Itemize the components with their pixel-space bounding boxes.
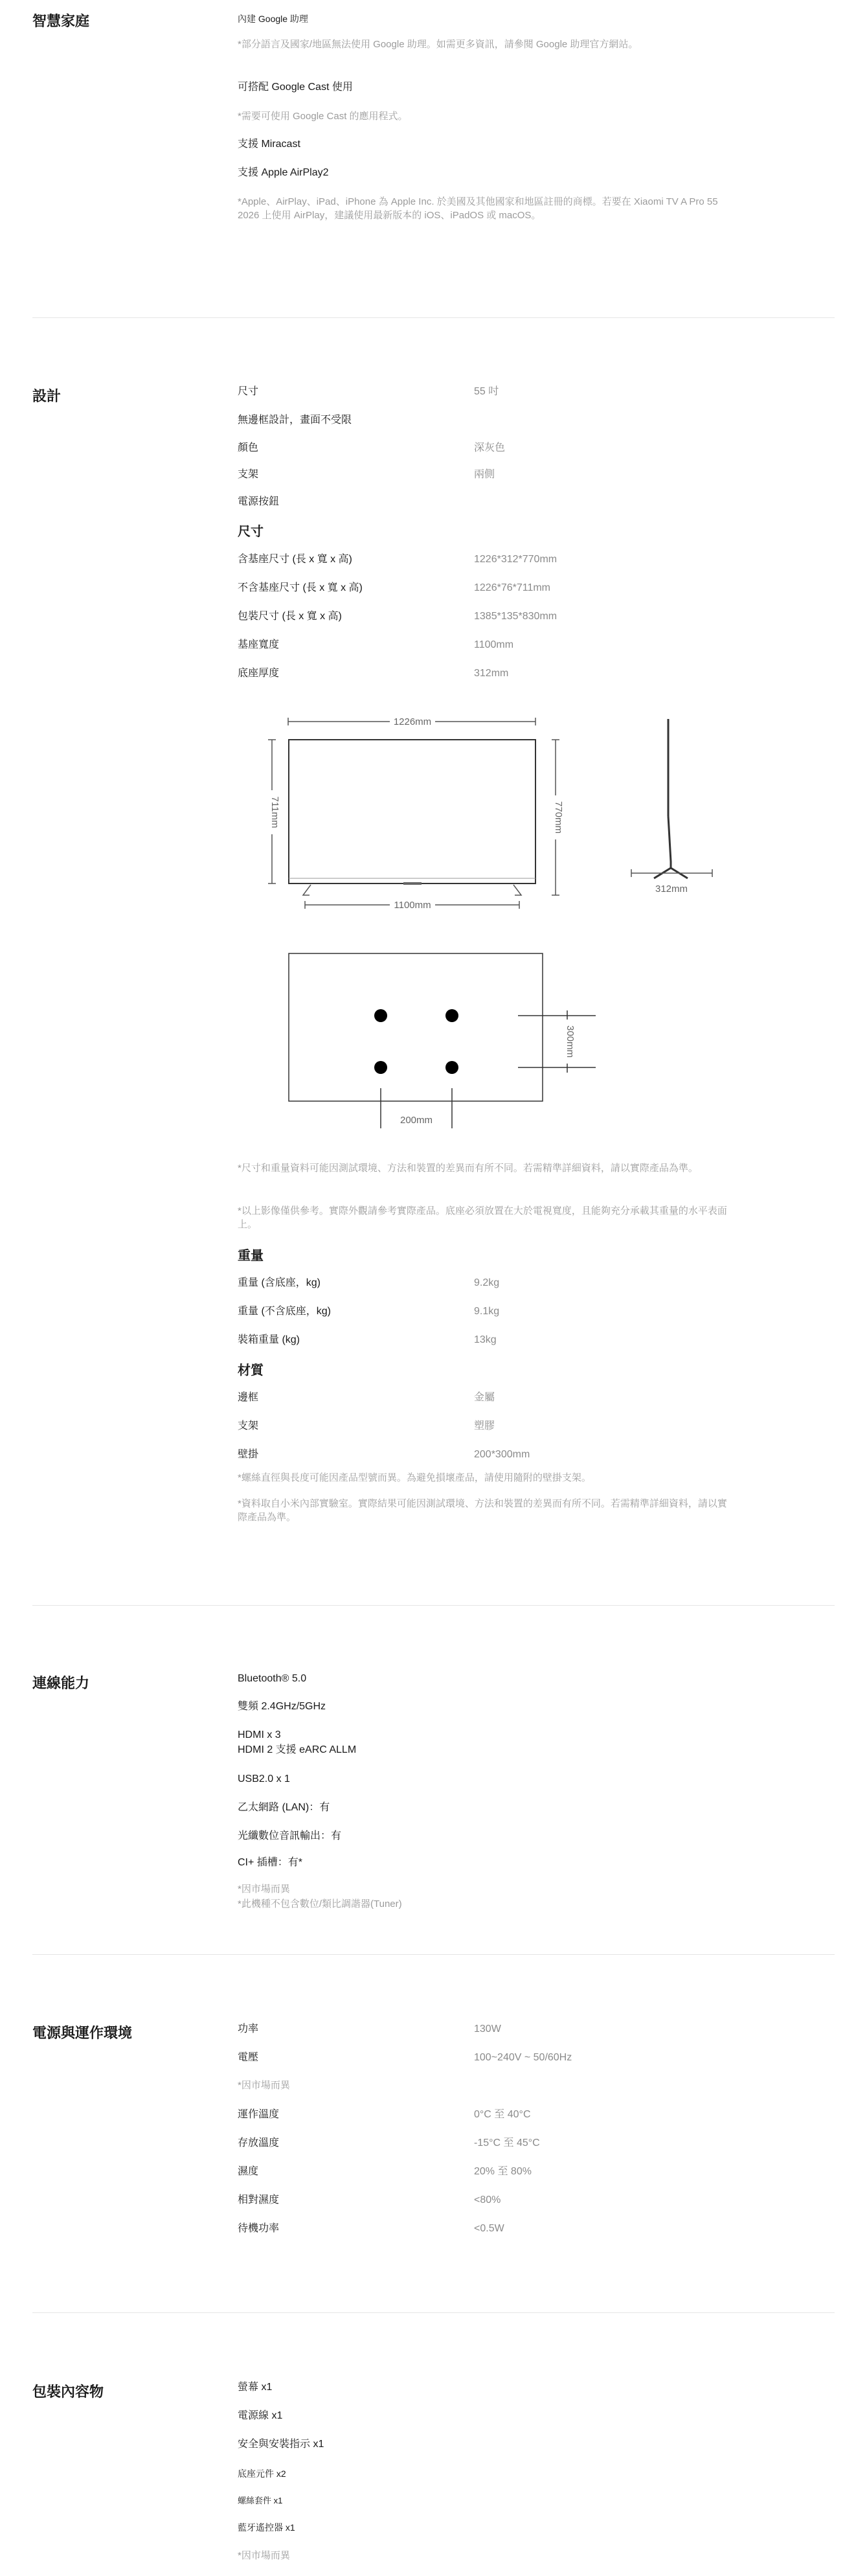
stand-width-label: 1100mm [394, 900, 431, 911]
spec-key: 相對濕度 [238, 2194, 280, 2206]
spec-key: 邊框 [238, 1392, 259, 1403]
spec-value: 130W [474, 2023, 501, 2035]
depth-label: 312mm [655, 883, 688, 895]
ci-slot-item: CI+ 插槽：有* [238, 1857, 303, 1868]
airplay-item: 支援 Apple AirPlay2 [238, 167, 329, 178]
vesa-vertical-label: 300mm [565, 1025, 576, 1058]
spec-value: 塑膠 [474, 1420, 495, 1431]
section-title-package: 包裝內容物 [32, 2384, 104, 2400]
width-label: 1226mm [393, 716, 432, 727]
hdmi-earc-item: HDMI 2 支援 eARC ALLM [238, 1744, 357, 1755]
market-note: *因市場而異 [238, 2550, 290, 2561]
wall-note: *螺絲直徑與長度可能因產品型號而異。為避免損壞產品，請使用隨附的壁掛支架。 [238, 1472, 591, 1483]
weight-heading: 重量 [238, 1249, 264, 1263]
assistant-item: 內建 Google 助理 [238, 14, 308, 24]
spec-key: 底座厚度 [238, 668, 280, 679]
spec-key: 尺寸 [238, 386, 259, 397]
spec-key: 重量 (含底座，kg) [238, 1277, 321, 1288]
size-heading: 尺寸 [238, 525, 264, 539]
spec-value: 20% 至 80% [474, 2166, 532, 2177]
spec-key: 支架 [238, 469, 259, 480]
tuner-note: *此機種不包含數位/類比調諧器(Tuner) [238, 1898, 402, 1909]
miracast-item: 支援 Miracast [238, 139, 300, 150]
height-no-stand-label: 711mm [269, 796, 280, 828]
spec-key: 運作溫度 [238, 2109, 280, 2120]
wifi-item: 雙頻 2.4GHz/5GHz [238, 1701, 326, 1712]
airplay-note: *Apple、AirPlay、iPad、iPhone 為 Apple Inc. 於美國及其他國家和地區註冊的商標。若要在 Xiaomi TV A Pro 55 2026 上使用 AirPlay，建議使用最新版本的 iOS、iPadOS 或 macOS。 [238, 196, 718, 221]
spec-value: -15°C 至 45°C [474, 2137, 540, 2149]
spec-value: 312mm [474, 668, 509, 679]
spec-value: 9.2kg [474, 1277, 500, 1288]
material-heading: 材質 [238, 1363, 264, 1378]
height-with-stand-label: 770mm [553, 801, 564, 834]
spec-key: 不含基座尺寸 (長 x 寬 x 高) [238, 582, 363, 593]
usb-item: USB2.0 x 1 [238, 1773, 290, 1784]
divider [32, 1954, 835, 1955]
image-note: *以上影像僅供參考。實際外觀請參考實際產品。底座必須放置在大於電視寬度，且能夠充分承載其重量的水平表面上。 [238, 1205, 727, 1230]
divider [32, 1605, 835, 1606]
package-item: 螺絲套件 x1 [238, 2496, 283, 2505]
tv-dimension-diagram [246, 706, 725, 920]
spec-key: 基座寬度 [238, 639, 280, 650]
package-item: 電源線 x1 [238, 2410, 283, 2421]
spec-key: 功率 [238, 2023, 259, 2035]
cast-note: *需要可使用 Google Cast 的應用程式。 [238, 111, 408, 122]
lan-item: 乙太網路 (LAN)：有 [238, 1802, 330, 1813]
cast-item: 可搭配 Google Cast 使用 [238, 82, 353, 93]
spec-value: 1226*312*770mm [474, 554, 557, 565]
optical-item: 光纖數位音訊輸出：有 [238, 1830, 342, 1841]
spec-value: 100~240V ~ 50/60Hz [474, 2052, 572, 2063]
spec-value: <0.5W [474, 2223, 504, 2234]
bluetooth-item: Bluetooth® 5.0 [238, 1673, 307, 1684]
spec-key: 含基座尺寸 (長 x 寬 x 高) [238, 554, 352, 565]
spec-key: 無邊框設計，畫面不受限 [238, 415, 352, 426]
spec-value: 1226*76*711mm [474, 582, 551, 593]
spec-key: 重量 (不含底座，kg) [238, 1306, 332, 1317]
spec-value: 55 吋 [474, 386, 499, 397]
spec-key: 包裝尺寸 (長 x 寬 x 高) [238, 611, 342, 622]
spec-key: 待機功率 [238, 2223, 280, 2234]
spec-value: 兩側 [474, 469, 495, 480]
section-title-design: 設計 [32, 388, 62, 404]
spec-key: 壁掛 [238, 1449, 259, 1460]
assistant-note: *部分語言及國家/地區無法使用 Google 助理。如需更多資訊，請參閱 Google 助理官方網站。 [238, 39, 638, 50]
size-note: *尺寸和重量資料可能因測試環境、方法和裝置的差異而有所不同。若需精準詳細資料，請以實際產品為準。 [238, 1163, 698, 1174]
spec-key: 存放溫度 [238, 2137, 280, 2149]
spec-value: 13kg [474, 1334, 497, 1345]
spec-key: 電壓 [238, 2052, 259, 2063]
package-item: 安全與安裝指示 x1 [238, 2439, 324, 2450]
spec-value: 200*300mm [474, 1449, 530, 1460]
spec-value: 9.1kg [474, 1306, 500, 1317]
package-item: 底座元件 x2 [238, 2468, 286, 2479]
spec-value: 1100mm [474, 639, 514, 650]
section-title-smart-home: 智慧家庭 [32, 13, 90, 29]
section-title-power: 電源與運作環境 [32, 2025, 133, 2041]
spec-key: 支架 [238, 1420, 259, 1431]
spec-value: 1385*135*830mm [474, 611, 557, 622]
package-item: 藍牙遙控器 x1 [238, 2522, 295, 2533]
section-title-connectivity: 連線能力 [32, 1675, 90, 1691]
spec-key: 顏色 [238, 442, 259, 453]
spec-value: <80% [474, 2194, 501, 2206]
spec-key: 裝箱重量 (kg) [238, 1334, 300, 1345]
vesa-horizontal-label: 200mm [400, 1115, 433, 1126]
spec-key: 電源按鈕 [238, 496, 280, 507]
hdmi-count-item: HDMI x 3 [238, 1729, 281, 1740]
package-item: 螢幕 x1 [238, 2382, 273, 2393]
spec-key: 濕度 [238, 2166, 259, 2177]
market-note: *因市場而異 [238, 1884, 290, 1895]
vesa-mount-diagram [272, 939, 609, 1134]
divider [32, 2312, 835, 2313]
data-note: *資料取自小米內部實驗室。實際結果可能因測試環境、方法和裝置的差異而有所不同。若需精準詳細資料，請以實際產品為準。 [238, 1498, 727, 1523]
spec-value: 金屬 [474, 1392, 495, 1403]
spec-value: 0°C 至 40°C [474, 2109, 531, 2120]
spec-value: 深灰色 [474, 442, 506, 453]
divider [32, 317, 835, 318]
market-note: *因市場而異 [238, 2080, 290, 2091]
